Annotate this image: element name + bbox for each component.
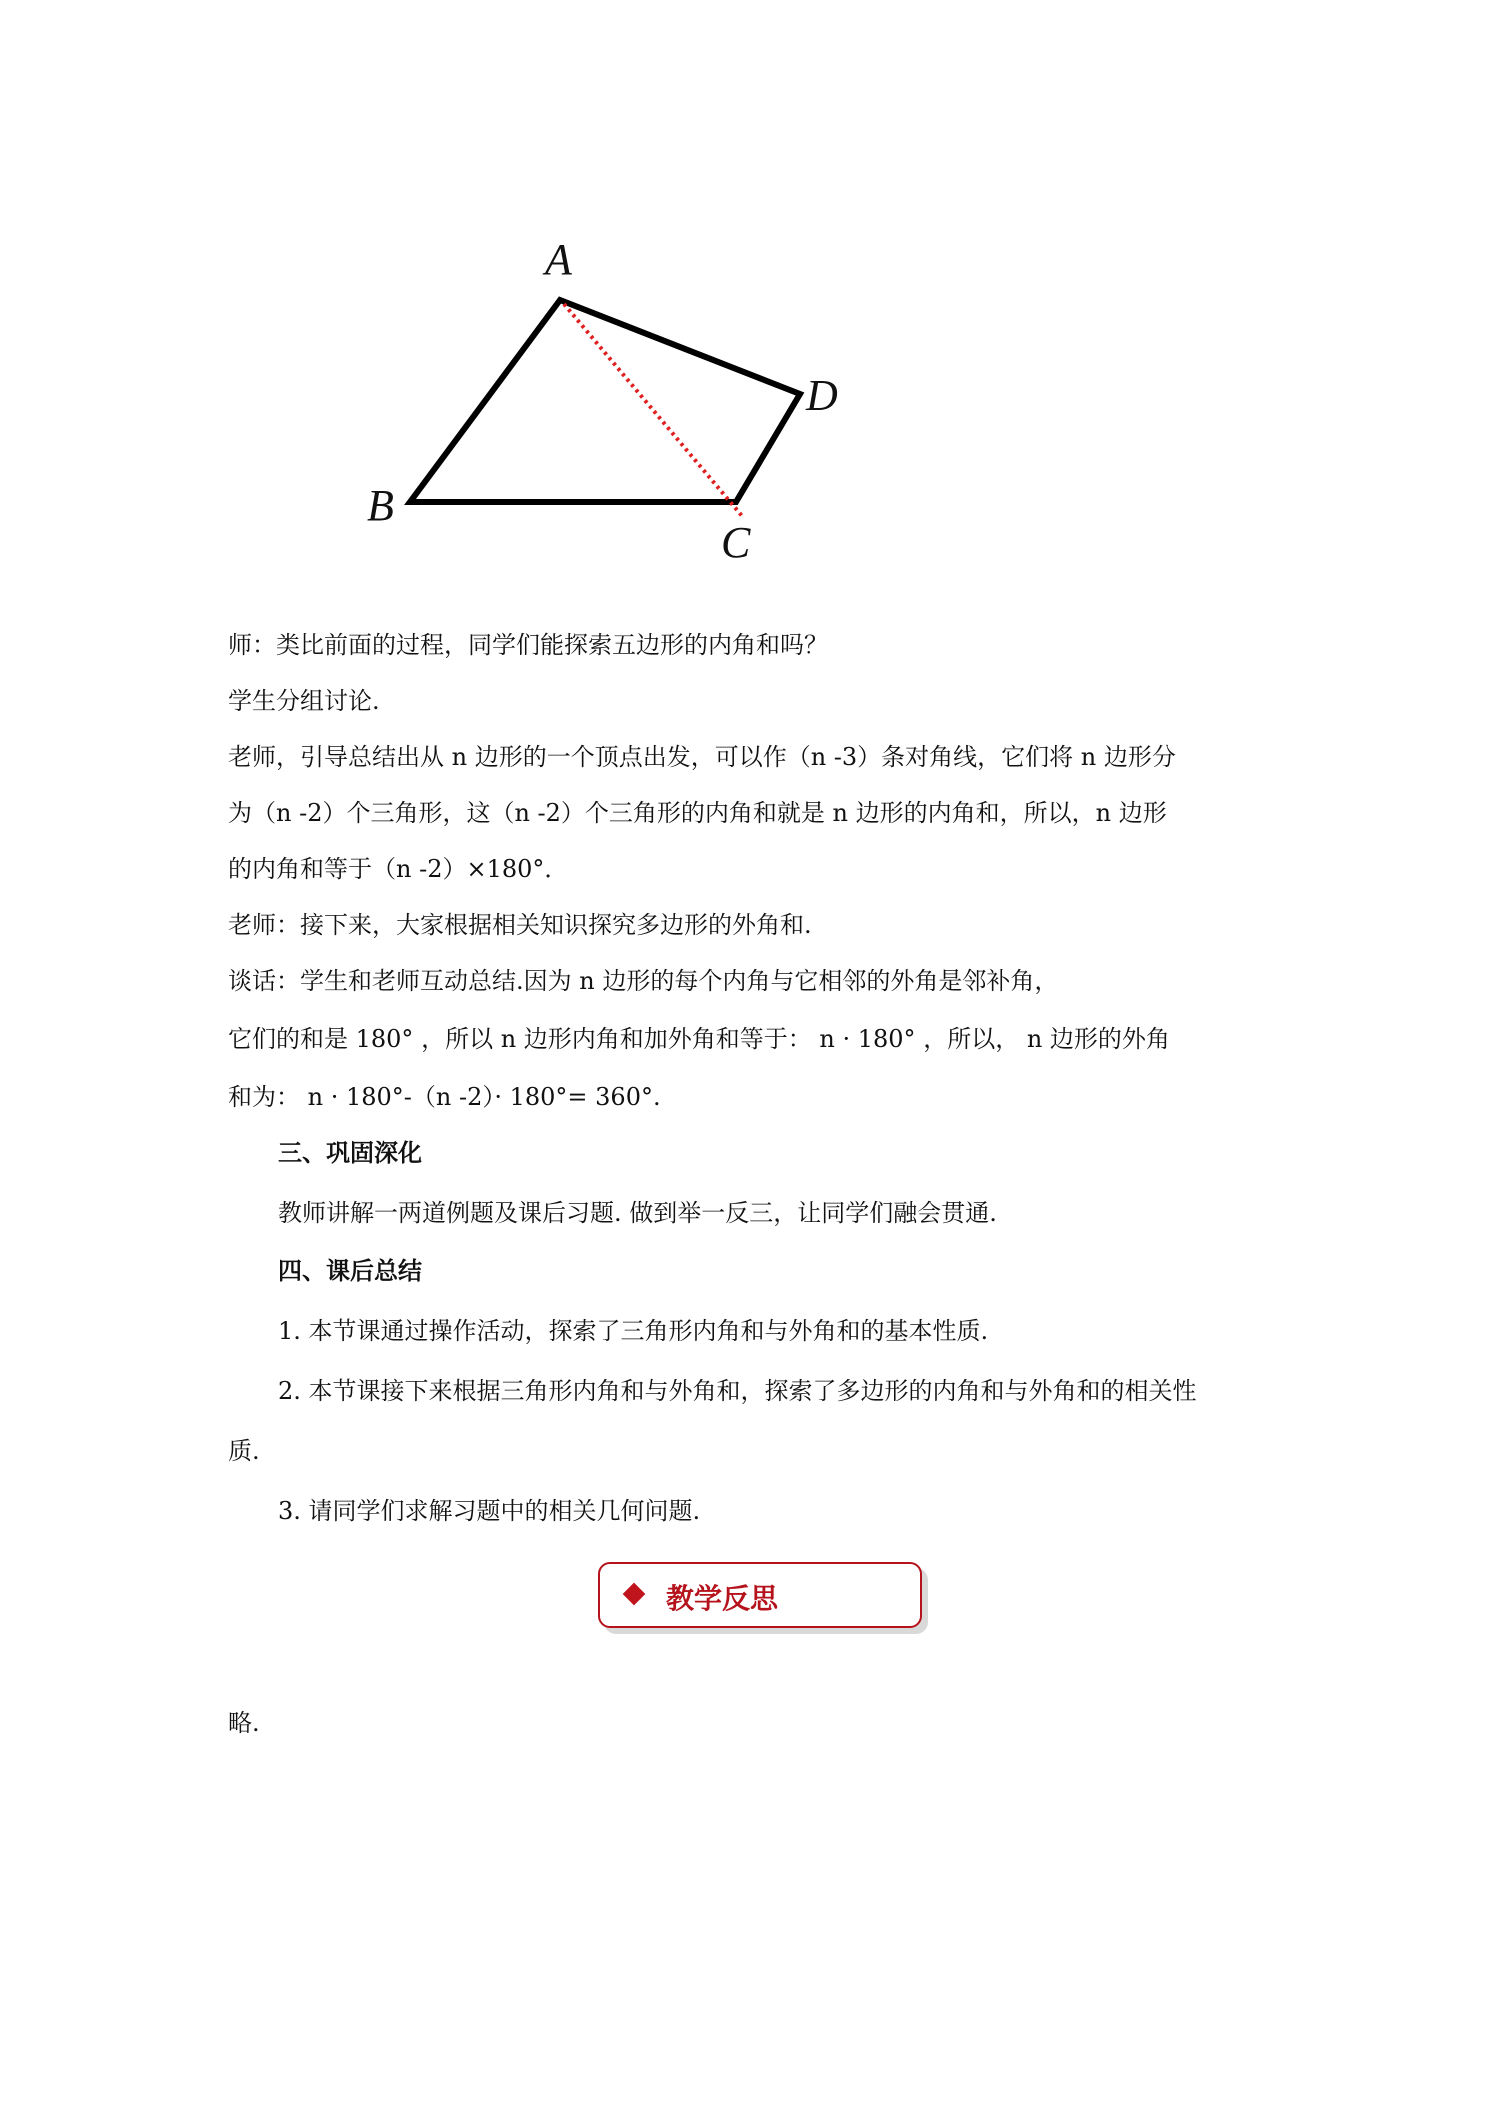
quadrilateral-abcd [410,300,800,502]
summary-item-3: 3. 请同学们求解习题中的相关几何问题. [278,1497,701,1525]
vertex-label-c: C [721,518,751,567]
section-heading-consolidate: 三、巩固深化 [278,1139,422,1167]
paragraph-summary-line-3: 的内角和等于（n -2）×180°． [228,855,569,883]
quadrilateral-figure [350,230,870,580]
reflection-banner-label: 教学反思 [666,1582,779,1615]
diamond-icon [623,1583,646,1606]
paragraph-discussion-line-1: 谈话：学生和老师互动总结.因为 n 边形的每个内角与它相邻的外角是邻补角， [228,967,1059,995]
reflection-banner-box [598,1562,922,1628]
paragraph-exterior-angle: 老师：接下来，大家根据相关知识探究多边形的外角和. [228,911,812,939]
section-text-consolidate: 教师讲解一两道例题及课后习题. 做到举一反三，让同学们融会贯通. [278,1199,997,1227]
paragraph-summary-line-2: 为（n -2）个三角形，这（n -2）个三角形的内角和就是 n 边形的内角和，所以，n 边形 [228,799,1167,827]
paragraph-group-discussion: 学生分组讨论. [228,687,380,715]
summary-item-2-continued: 质. [228,1437,260,1465]
paragraph-discussion-line-2: 它们的和是 180° ，所以 n 边形内角和加外角和等于： n · 180° ，所以， n 边形的外角 [228,1025,1170,1053]
vertex-label-b: B [367,481,394,530]
summary-item-2: 2. 本节课接下来根据三角形内角和与外角和，探索了多边形的内角和与外角和的相关性 [278,1377,1197,1405]
summary-item-1: 1. 本节课通过操作活动，探索了三角形内角和与外角和的基本性质. [278,1317,989,1345]
paragraph-discussion-line-3: 和为： n · 180°-（n -2）· 180°= 360°. [228,1083,661,1111]
reflection-text: 略. [228,1709,260,1737]
vertex-label-d: D [806,371,838,420]
vertex-label-a: A [545,235,572,284]
section-heading-summary: 四、课后总结 [278,1257,422,1285]
paragraph-summary-line-1: 老师，引导总结出从 n 边形的一个顶点出发，可以作（n -3）条对角线，它们将 n 边形分 [228,743,1176,771]
reflection-banner [598,1562,924,1630]
paragraph-teacher-question: 师：类比前面的过程，同学们能探索五边形的内角和吗？ [228,631,828,659]
